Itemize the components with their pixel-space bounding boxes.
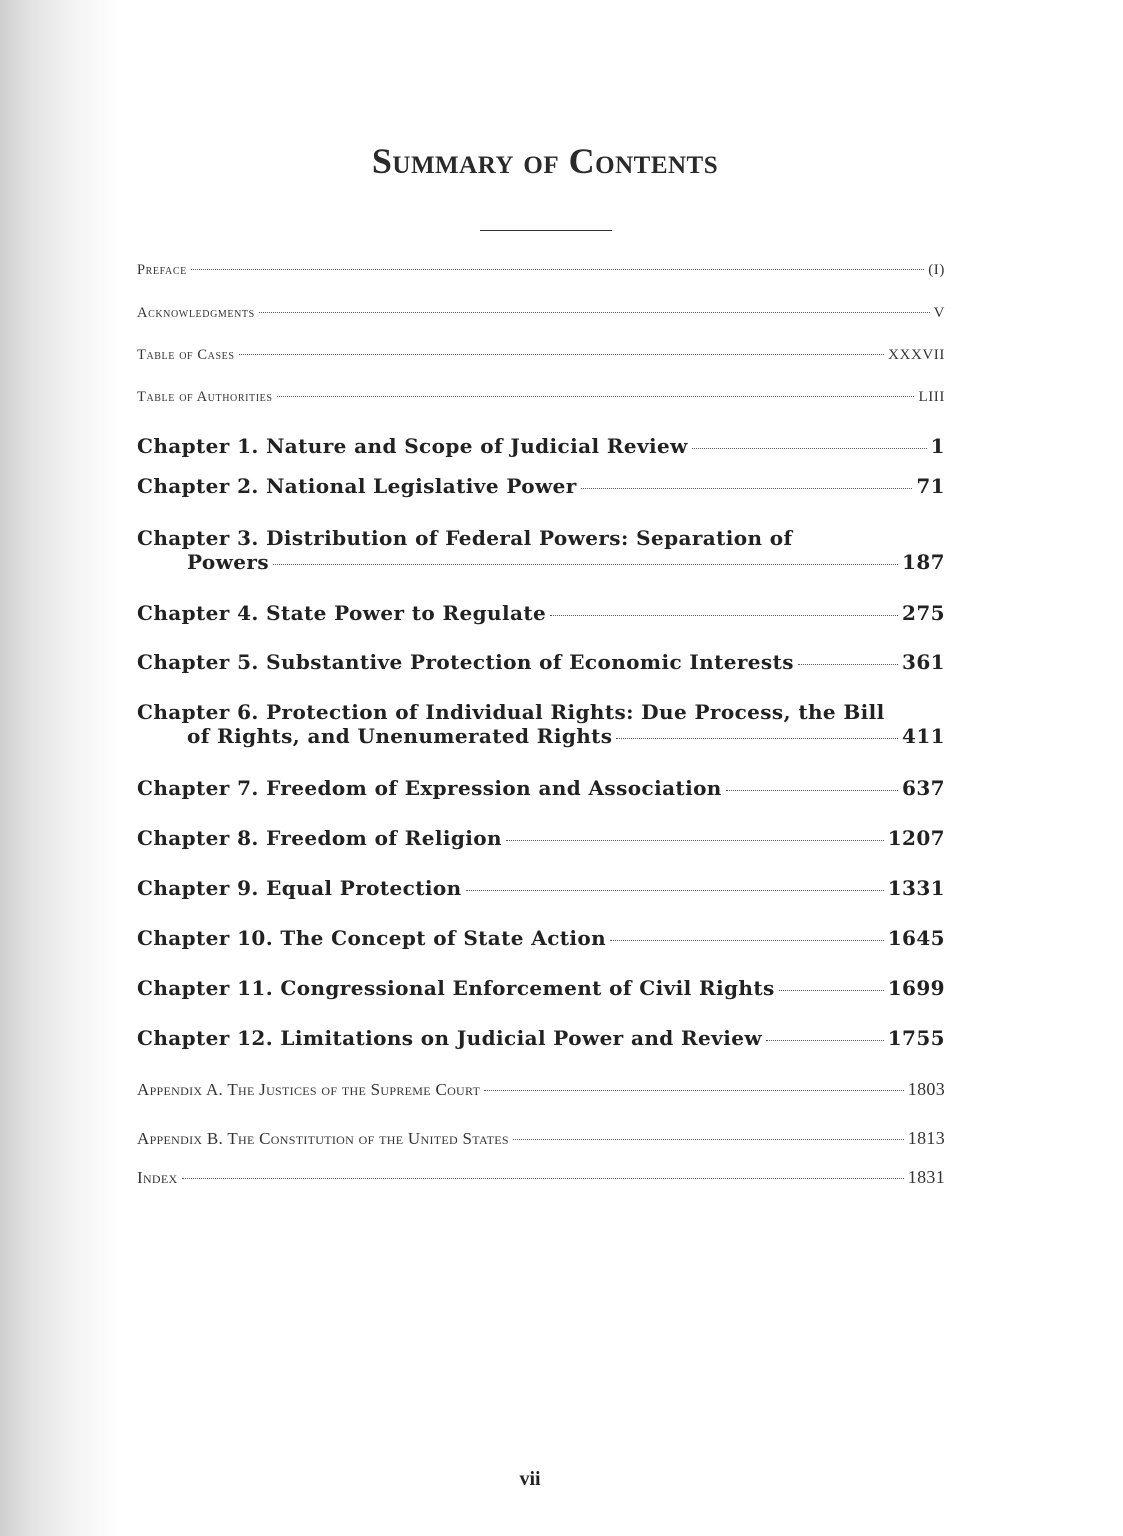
toc-entry-table-of-cases[interactable] xyxy=(137,347,945,364)
toc-entry-table-of-authorities[interactable] xyxy=(137,389,945,406)
toc-entry-preface[interactable] xyxy=(137,262,945,279)
toc-chapter-1[interactable] xyxy=(137,434,945,458)
chapter-page: 1645 xyxy=(887,926,945,950)
toc-entry-index[interactable] xyxy=(137,1167,945,1188)
toc-entry-label: Acknowledgments xyxy=(137,305,255,321)
dot-leader xyxy=(513,1139,904,1140)
chapter-page: 1755 xyxy=(887,1026,945,1050)
chapter-page: 1 xyxy=(930,434,945,458)
chapter-page: 71 xyxy=(916,474,945,498)
chapter-title: Chapter 5. Substantive Protection of Economic Interests xyxy=(137,650,794,674)
toc-entry-page: 1831 xyxy=(907,1167,945,1187)
page-title: Summary of Contents xyxy=(371,141,719,181)
toc-chapter-3[interactable] xyxy=(137,526,945,574)
dot-leader xyxy=(766,1040,884,1041)
toc-chapter-2[interactable] xyxy=(137,474,945,498)
toc-entry-label: Appendix B. The Constitution of the United States xyxy=(137,1129,509,1148)
chapter-title: Chapter 11. Congressional Enforcement of Civil Rights xyxy=(137,976,775,1000)
toc-chapter-8[interactable] xyxy=(137,826,945,850)
chapter-page: 1699 xyxy=(887,976,945,1000)
dot-leader xyxy=(259,312,930,313)
dot-leader xyxy=(610,940,884,941)
scan-gutter-shadow xyxy=(0,0,120,1536)
toc-entry-acknowledgments[interactable] xyxy=(137,305,945,322)
chapter-title: Chapter 3. Distribution of Federal Powers: Separation of xyxy=(137,526,793,550)
chapter-title: Chapter 4. State Power to Regulate xyxy=(137,601,547,625)
chapter-title: Chapter 7. Freedom of Expression and Association xyxy=(137,776,722,800)
chapter-title: Chapter 1. Nature and Scope of Judicial Review xyxy=(137,434,688,458)
toc-chapter-5[interactable] xyxy=(137,650,945,674)
dot-leader xyxy=(581,488,913,489)
toc-entry-label: Table of Authorities xyxy=(137,389,273,405)
chapter-page: 187 xyxy=(902,550,945,574)
dot-leader xyxy=(550,615,898,616)
chapter-title: Chapter 2. National Legislative Power xyxy=(137,474,577,498)
dot-leader xyxy=(506,840,884,841)
dot-leader xyxy=(779,990,884,991)
toc-entry-label: Appendix A. The Justices of the Supreme Court xyxy=(137,1080,481,1099)
toc-entry-page: (I) xyxy=(928,262,945,278)
toc-entry-appendix-b[interactable] xyxy=(137,1128,945,1149)
chapter-title: Chapter 10. The Concept of State Action xyxy=(137,926,607,950)
toc-chapter-12[interactable] xyxy=(137,1026,945,1050)
dot-leader xyxy=(692,448,927,449)
chapter-page: 361 xyxy=(902,650,945,674)
chapter-title: Chapter 6. Protection of Individual Rights: Due Process, the Bill xyxy=(137,700,885,724)
dot-leader xyxy=(466,890,884,891)
toc-chapter-4[interactable] xyxy=(137,601,945,625)
toc-entry-label: Preface xyxy=(137,262,187,278)
toc-entry-label: Index xyxy=(137,1168,178,1187)
chapter-page: 411 xyxy=(902,724,945,748)
toc-entry-page: LIII xyxy=(918,389,945,405)
dot-leader xyxy=(239,354,885,355)
toc-chapter-9[interactable] xyxy=(137,876,945,900)
dot-leader xyxy=(182,1178,904,1179)
chapter-title-continued: of Rights, and Unenumerated Rights xyxy=(187,724,613,748)
dot-leader xyxy=(273,564,898,565)
chapter-page: 637 xyxy=(902,776,945,800)
dot-leader xyxy=(726,790,898,791)
chapter-page: 1207 xyxy=(887,826,945,850)
toc-entry-label: Table of Cases xyxy=(137,347,235,363)
dot-leader xyxy=(277,396,915,397)
toc-entry-page: 1803 xyxy=(907,1079,945,1099)
chapter-title: Chapter 9. Equal Protection xyxy=(137,876,462,900)
page-number: vii xyxy=(519,1468,541,1490)
dot-leader xyxy=(798,664,898,665)
chapter-title-continued: Powers xyxy=(187,550,269,574)
chapter-title: Chapter 8. Freedom of Religion xyxy=(137,826,502,850)
title-rule xyxy=(480,230,612,231)
chapter-page: 275 xyxy=(902,601,945,625)
chapter-title: Chapter 12. Limitations on Judicial Power and Review xyxy=(137,1026,762,1050)
toc-entry-page: XXXVII xyxy=(888,347,945,363)
toc-entry-page: 1813 xyxy=(907,1128,945,1148)
toc-chapter-7[interactable] xyxy=(137,776,945,800)
dot-leader xyxy=(616,738,898,739)
chapter-page: 1331 xyxy=(887,876,945,900)
dot-leader xyxy=(191,269,924,270)
toc-chapter-6[interactable] xyxy=(137,700,945,748)
toc-entry-page: V xyxy=(933,305,945,321)
dot-leader xyxy=(484,1090,904,1091)
toc-chapter-11[interactable] xyxy=(137,976,945,1000)
toc-chapter-10[interactable] xyxy=(137,926,945,950)
toc-entry-appendix-a[interactable] xyxy=(137,1079,945,1100)
